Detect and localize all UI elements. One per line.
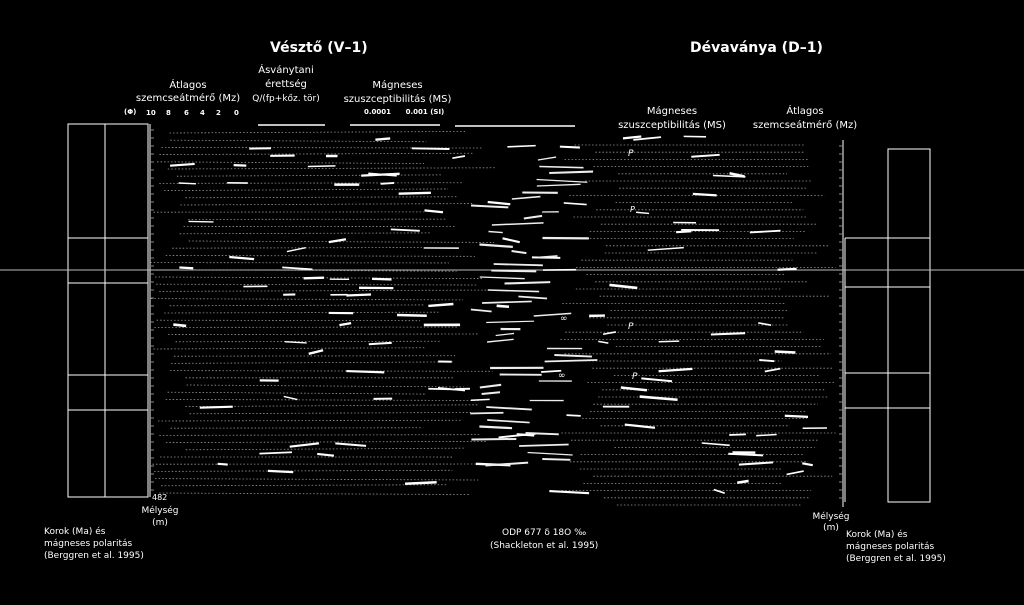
correlation-dotted-line: [151, 299, 463, 300]
odp-curve-segment: [512, 197, 541, 199]
odp-curve-segment: [537, 184, 581, 186]
correlation-dotted-line: [168, 168, 497, 169]
correlation-dotted-line: [164, 312, 438, 313]
data-curve-segment: [693, 194, 717, 195]
data-curve-segment: [758, 323, 771, 325]
odp-curve-segment: [471, 439, 516, 440]
correlation-dotted-line: [166, 399, 480, 400]
data-curve-segment: [517, 434, 534, 435]
left-polarity-column: [68, 124, 148, 497]
data-curve-segment: [471, 399, 490, 400]
data-curve-segment: [802, 463, 812, 465]
maturity-label-3: Q/(fp+kőz. tör): [252, 94, 320, 104]
data-curve-segment: [598, 341, 608, 343]
polarity-mark: P: [628, 149, 634, 159]
correlation-dotted-line: [156, 284, 476, 285]
correlation-dotted-line: [170, 131, 465, 133]
odp-curve-segment: [482, 392, 500, 394]
correlation-dotted-line: [190, 412, 473, 413]
data-curve-segment: [397, 315, 427, 316]
data-curve-segment: [339, 323, 351, 325]
left-depth-value: 482: [152, 493, 168, 502]
data-curve-segment: [346, 295, 371, 296]
data-curve-segment: [728, 454, 763, 456]
grain-tick: 4: [200, 109, 205, 117]
data-curve-segment: [737, 481, 748, 483]
data-curve-segment: [372, 279, 391, 280]
data-curve-segment: [391, 229, 420, 230]
data-curve-segment: [399, 193, 431, 194]
data-curve-segment: [346, 371, 384, 372]
data-curve-segment: [659, 341, 680, 342]
correlation-dotted-line: [157, 162, 424, 164]
right-ms-label-2: szuszceptibilitás (MS): [618, 120, 726, 131]
odp-curve-segment: [471, 206, 508, 208]
data-curve-segment: [636, 212, 649, 213]
data-curve-segment: [702, 443, 730, 445]
data-curve-segment: [428, 304, 453, 306]
data-curve-segment: [503, 238, 520, 242]
data-curve-segment: [729, 434, 746, 435]
data-curve-segment: [497, 306, 509, 307]
left-ms-label-2: szuszceptibilitás (MS): [343, 94, 452, 105]
correlation-dotted-line: [159, 153, 473, 154]
polarity-mark: P: [630, 205, 635, 214]
odp-curve-segment: [486, 321, 534, 322]
left-ages-note-1: Korok (Ma) és: [44, 527, 106, 537]
odp-curve-segment: [512, 251, 527, 253]
data-curve-segment: [229, 257, 254, 259]
correlation-dotted-line: [158, 420, 462, 421]
right-ages-note-2: mágneses polaritás: [846, 542, 935, 552]
correlation-dotted-line: [171, 362, 454, 364]
odp-curve-segment: [505, 282, 551, 283]
odp-curve-segment: [524, 216, 542, 219]
odp-curve-segment: [488, 290, 539, 292]
left-well-title: Vésztő (V–1): [270, 40, 368, 56]
odp-curve-segment: [518, 297, 547, 299]
data-curve-segment: [609, 285, 637, 288]
grain-tick: 6: [184, 109, 189, 117]
data-curve-segment: [317, 454, 334, 456]
odp-curve-segment: [482, 301, 532, 303]
data-curve-segment: [714, 490, 725, 494]
correlation-dotted-line: [180, 204, 472, 205]
data-curve-segment: [778, 269, 797, 270]
odp-curve-segment: [491, 271, 536, 272]
data-curve-segment: [424, 210, 443, 212]
data-curve-segment: [691, 155, 719, 157]
data-curve-segment: [750, 231, 781, 233]
odp-curve-segment: [480, 385, 501, 388]
data-curve-segment: [234, 165, 247, 166]
data-curve-segment: [775, 352, 796, 353]
right-ages-note-1: Korok (Ma) és: [846, 530, 908, 540]
odp-curve-segment: [554, 355, 592, 357]
correlation-dotted-line: [187, 385, 464, 387]
data-curve-segment: [200, 407, 233, 408]
data-curve-segment: [787, 471, 804, 474]
data-curve-segment: [648, 248, 684, 251]
data-curve-segment: [282, 267, 312, 269]
odp-curve-segment: [488, 232, 502, 233]
data-curve-segment: [452, 156, 465, 158]
data-curve-segment: [621, 387, 647, 390]
correlation-dotted-line: [189, 241, 494, 242]
data-curve-segment: [375, 138, 390, 139]
left-depth-unit: (m): [152, 518, 168, 528]
infinity-mark: ∞: [558, 371, 566, 381]
grain-tick: 8: [166, 109, 171, 117]
data-curve-segment: [756, 434, 776, 435]
correlation-dotted-line: [159, 290, 486, 291]
odp-curve-segment: [471, 310, 492, 312]
data-curve-segment: [711, 333, 745, 334]
data-curve-segment: [309, 350, 323, 354]
data-curve-segment: [290, 443, 319, 446]
odp-curve-segment: [526, 433, 559, 434]
odp-curve-segment: [494, 264, 543, 265]
data-curve-segment: [170, 164, 195, 166]
data-curve-segment: [284, 396, 298, 399]
data-curve-segment: [759, 360, 774, 361]
data-curve-segment: [173, 325, 186, 326]
data-curve-segment: [179, 183, 196, 184]
data-curve-segment: [412, 148, 450, 149]
correlation-dotted-line: [159, 183, 463, 184]
correlation-dotted-line: [166, 255, 475, 256]
odp-curve-segment: [528, 453, 573, 456]
data-curve-segment: [564, 203, 587, 205]
odp-curve-segment: [486, 407, 532, 410]
left-ages-note-2: mágneses polaritás: [44, 539, 133, 549]
data-curve-segment: [335, 443, 366, 445]
left-ms-label-1: Mágneses: [372, 80, 423, 91]
odp-curve-segment: [487, 339, 514, 342]
correlation-dotted-line: [154, 470, 452, 471]
odp-curve-segment: [549, 172, 593, 173]
correlation-dotted-line: [159, 493, 470, 495]
data-curve-segment: [765, 369, 781, 372]
data-curve-segment: [659, 369, 693, 371]
data-curve-segment: [405, 482, 437, 483]
grain-tick: 0: [234, 109, 239, 117]
correlation-dotted-line: [159, 435, 479, 436]
left-depth-label: Mélység: [141, 506, 179, 516]
odp-curve-segment: [479, 245, 512, 247]
data-curve-segment: [268, 471, 293, 472]
maturity-label-2: érettség: [265, 79, 307, 90]
odp-curve-segment: [539, 167, 583, 168]
data-curve-segment: [507, 146, 535, 147]
odp-record-source: (Shackleton et al. 1995): [490, 541, 599, 551]
left-grain-label-2: szemcseátmérő (Mz): [135, 93, 241, 104]
data-curve-segment: [285, 342, 307, 343]
odp-curve-segment: [519, 444, 569, 446]
odp-curve-segment: [492, 223, 544, 225]
odp-record-label: ODP 677 δ 18O ‰: [502, 528, 587, 538]
correlation-dotted-line: [153, 348, 425, 349]
maturity-label-1: Ásványtani: [258, 65, 314, 76]
odp-curve-segment: [537, 180, 588, 183]
data-curve-segment: [676, 231, 691, 232]
left-ms-scale: 0.0001 0.001 (SI): [364, 108, 445, 116]
correlation-dotted-line: [166, 441, 487, 442]
correlation-dotted-line: [155, 479, 478, 480]
data-curve-segment: [308, 166, 336, 167]
data-curve-segment: [566, 415, 580, 416]
correlation-dotted-line: [164, 189, 448, 191]
right-well-title: Dévaványa (D–1): [690, 40, 823, 56]
correlation-dotted-line: [172, 247, 422, 248]
correlation-dotted-line: [176, 341, 442, 342]
data-curve-segment: [369, 343, 392, 344]
right-polarity-column: [888, 149, 930, 502]
odp-curve-segment: [480, 277, 525, 279]
polarity-mark: P: [628, 322, 634, 332]
grain-tick: 2: [216, 109, 221, 117]
data-curve-segment: [218, 464, 228, 465]
correlation-dotted-line: [170, 140, 426, 142]
data-curve-segment: [304, 278, 324, 279]
data-curve-segment: [259, 452, 292, 453]
data-curve-segment: [179, 268, 193, 269]
data-curve-segment: [560, 147, 580, 148]
correlation-dotted-line: [170, 371, 493, 372]
left-ages-note-3: (Berggren et al. 1995): [44, 551, 144, 561]
data-curve-segment: [623, 137, 641, 139]
correlation-dotted-line: [168, 334, 479, 335]
left-grain-label-1: Átlagos: [169, 80, 207, 91]
correlation-dotted-line: [186, 448, 466, 450]
correlation-dotted-line: [170, 305, 424, 306]
correlation-dotted-line: [180, 233, 431, 234]
left-grain-scale-prefix: (Φ): [124, 108, 137, 116]
correlation-dotted-line: [168, 392, 426, 394]
right-grain-label-1: Átlagos: [786, 106, 824, 117]
odp-curve-segment: [496, 333, 514, 335]
data-curve-segment: [739, 462, 773, 464]
grain-tick: 10: [146, 109, 156, 117]
data-curve-segment: [641, 378, 672, 381]
data-curve-segment: [488, 202, 511, 204]
data-curve-segment: [785, 416, 808, 417]
data-curve-segment: [549, 491, 589, 493]
data-curve-segment: [381, 183, 394, 184]
odp-curve-segment: [542, 459, 570, 460]
right-depth-unit: (m): [823, 523, 839, 533]
right-depth-label: Mélység: [812, 512, 850, 522]
correlation-dotted-line: [177, 175, 443, 176]
odp-curve-segment: [538, 157, 556, 160]
right-ages-note-3: (Berggren et al. 1995): [846, 554, 946, 564]
data-curve-segment: [287, 248, 306, 252]
odp-curve-segment: [487, 420, 529, 423]
right-ms-label-1: Mágneses: [646, 106, 698, 117]
correlation-dotted-line: [161, 485, 447, 486]
odp-curve-segment: [479, 427, 512, 429]
polarity-mark: P: [632, 372, 638, 382]
correlation-dotted-line: [185, 197, 457, 198]
infinity-mark: ∞: [560, 314, 568, 324]
right-grain-label-2: szemcseátmérő (Mz): [752, 120, 858, 131]
odp-curve-segment: [470, 413, 503, 414]
